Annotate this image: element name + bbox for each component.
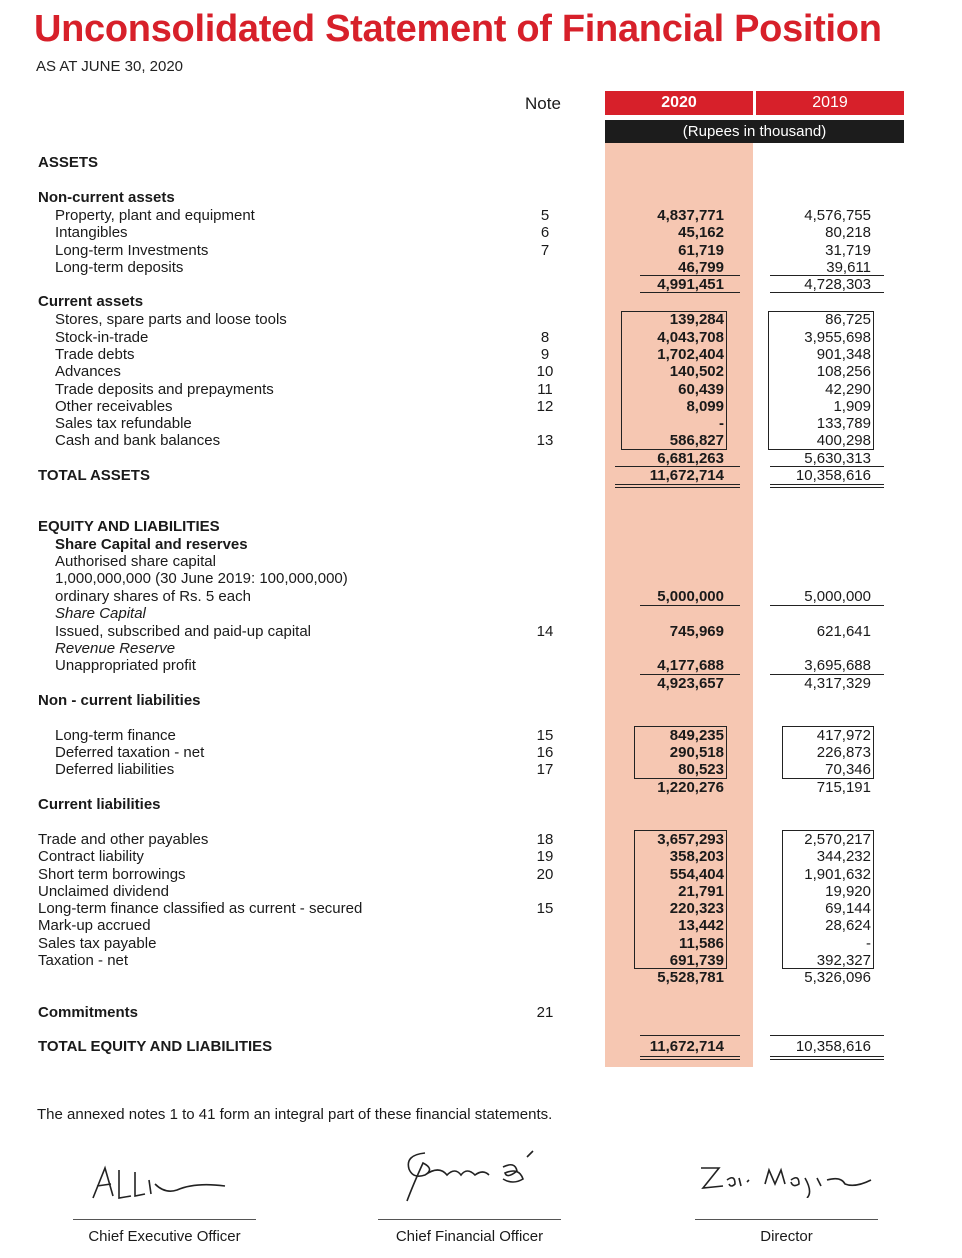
- ceo-label: Chief Executive Officer: [88, 1228, 241, 1245]
- subtotal-row: 5,528,781 5,326,096: [657, 969, 871, 986]
- subtotal-row: 4,923,657 4,317,329: [657, 674, 871, 692]
- table-row: Long-term finance classified as current - secured 15 220,323 69,144: [38, 900, 871, 917]
- total-rule: [770, 1059, 884, 1060]
- total-row: TOTAL EQUITY AND LIABILITIES 11,672,714 10,358,616: [38, 1038, 871, 1055]
- annexed-notes-statement: The annexed notes 1 to 41 form an integral part of these financial statements.: [37, 1106, 553, 1123]
- table-row: Commitments 21: [38, 1004, 554, 1021]
- cfo-label: Chief Financial Officer: [395, 1228, 544, 1245]
- table-row: Authorised share capital: [55, 553, 216, 570]
- column-header-2020: 2020: [605, 91, 753, 115]
- total-rule: [615, 484, 740, 485]
- table-row: Sales tax refundable - 133,789: [55, 415, 871, 432]
- statement-date: AS AT JUNE 30, 2020: [36, 58, 184, 75]
- total-rule: [640, 1059, 740, 1060]
- total-row: TOTAL ASSETS 11,672,714 10,358,616: [38, 466, 871, 484]
- total-rule: [640, 1056, 740, 1057]
- table-row: Contract liability 19 358,203 344,232: [38, 848, 871, 865]
- subtotal-row: 4,991,451 4,728,303: [657, 276, 871, 293]
- table-row: Deferred liabilities 17 80,523 70,346: [55, 761, 871, 778]
- total-rule: [615, 487, 740, 488]
- table-row: Short term borrowings 20 554,404 1,901,632: [38, 865, 871, 883]
- table-row: Sales tax payable 11,586 -: [38, 934, 871, 952]
- column-header-2019: 2019: [756, 91, 904, 115]
- table-row: Stock-in-trade 8 4,043,708 3,955,698: [55, 328, 871, 346]
- table-row: Property, plant and equipment 5 4,837,771 4,576,755: [55, 206, 871, 224]
- group-heading: Non-current assets: [38, 189, 175, 206]
- ceo-signature: [85, 1160, 245, 1210]
- table-row: Trade and other payables 18 3,657,293 2,570,217: [38, 830, 871, 848]
- table-row: Intangibles 6 45,162 80,218: [55, 224, 871, 241]
- group-heading: Current assets: [38, 293, 144, 310]
- director-signature: [695, 1158, 885, 1198]
- table-row: Unappropriated profit 4,177,688 3,695,688: [55, 657, 871, 674]
- note-column-header: Note: [525, 94, 561, 113]
- total-rule: [640, 1035, 740, 1036]
- table-row: Trade debts 9 1,702,404 901,348: [55, 346, 871, 363]
- table-row: Issued, subscribed and paid-up capital 14 745,969 621,641: [55, 622, 871, 640]
- group-heading: Share Capital and reserves: [55, 535, 248, 553]
- table-row: Deferred taxation - net 16 290,518 226,873: [55, 744, 871, 761]
- total-rule: [770, 487, 884, 488]
- cfo-signature: [395, 1145, 565, 1205]
- director-label: Director: [760, 1228, 813, 1245]
- signature-line: [73, 1219, 256, 1220]
- signature-line: [378, 1219, 561, 1220]
- table-row: Share Capital: [55, 605, 146, 622]
- table-row: Long-term Investments 7 61,719 31,719: [55, 241, 871, 259]
- subtotal-row: 6,681,263 5,630,313: [657, 449, 871, 467]
- table-row: Trade deposits and prepayments 11 60,439 42,290: [55, 380, 871, 398]
- total-rule: [770, 1056, 884, 1057]
- table-row: Long-term finance 15 849,235 417,972: [55, 726, 871, 744]
- table-row: Advances 10 140,502 108,256: [55, 363, 871, 380]
- table-row: Revenue Reserve: [55, 640, 176, 657]
- section-heading: EQUITY AND LIABILITIES: [38, 518, 220, 535]
- table-row: Unclaimed dividend 21,791 19,920: [38, 882, 871, 900]
- table-row: Stores, spare parts and loose tools 139,284 86,725: [55, 311, 871, 328]
- total-rule: [770, 1035, 884, 1036]
- table-row: Other receivables 12 8,099 1,909: [55, 398, 871, 415]
- table-row: Mark-up accrued 13,442 28,624: [38, 917, 871, 934]
- table-row: 1,000,000,000 (30 June 2019: 100,000,000): [55, 570, 348, 587]
- signature-line: [695, 1219, 878, 1220]
- group-heading: Current liabilities: [38, 796, 161, 813]
- table-row: Cash and bank balances 13 586,827 400,298: [55, 432, 871, 449]
- units-header: (Rupees in thousand): [605, 120, 904, 143]
- table-row: Long-term deposits 46,799 39,611: [55, 259, 871, 276]
- total-rule: [770, 484, 884, 485]
- group-heading: Non - current liabilities: [38, 692, 201, 709]
- table-row: ordinary shares of Rs. 5 each 5,000,000 5,000,000: [55, 587, 871, 605]
- subtotal-row: 1,220,276 715,191: [657, 778, 871, 796]
- statement-title: Unconsolidated Statement of Financial Position: [34, 8, 882, 50]
- section-heading: ASSETS: [38, 154, 99, 171]
- table-row: Taxation - net 691,739 392,327: [38, 952, 871, 969]
